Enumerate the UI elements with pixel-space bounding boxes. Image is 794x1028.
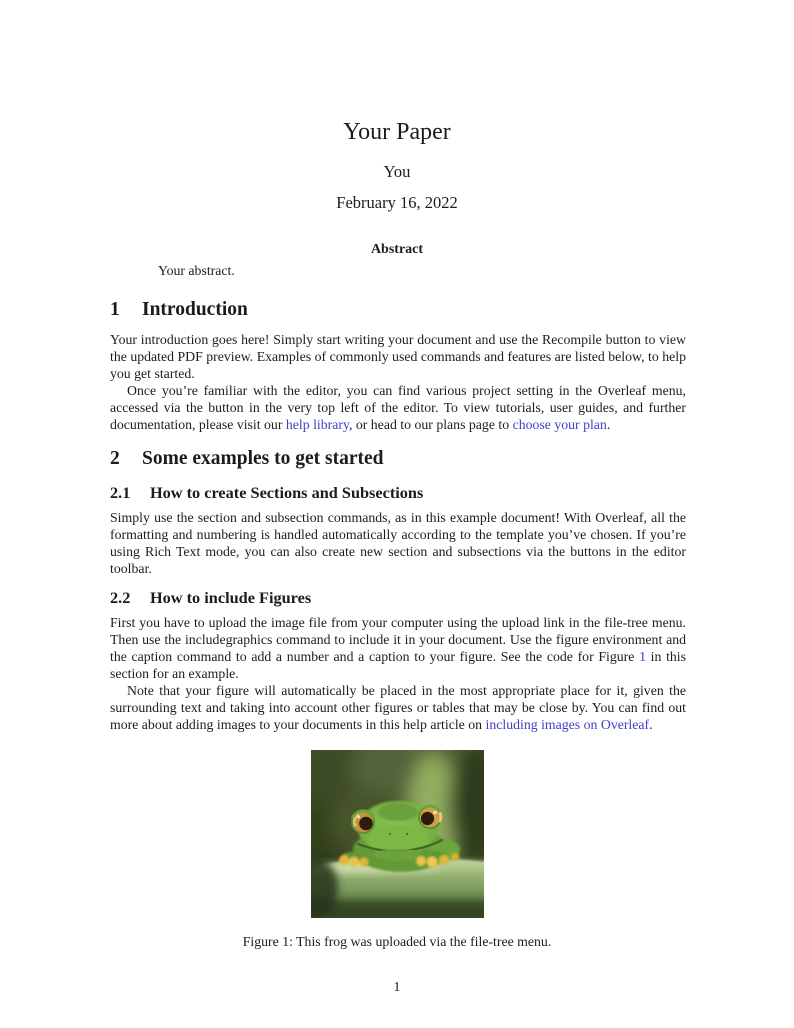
section-title: Some examples to get started xyxy=(142,448,384,469)
text-segment: First you have to upload the image file from your computer using the upload link in the file-tree menu. Then use the includegraphics command to include it in your document. Use the figure environment and the caption command to add a number and a caption to your figure. See the code for Figure xyxy=(110,615,686,664)
text-segment: . xyxy=(606,417,611,432)
hyperlink[interactable]: 1 xyxy=(639,649,646,664)
section-heading-examples xyxy=(110,449,686,469)
text-segment: , or head to our plans page to xyxy=(348,417,513,432)
abstract-heading: Abstract xyxy=(370,242,424,257)
subsection-number: 2.1 xyxy=(110,483,131,502)
section-heading-introduction xyxy=(110,300,686,320)
subsection-heading-figures xyxy=(110,590,686,606)
paper-date: February 16, 2022 xyxy=(336,193,458,212)
paragraph: Your introduction goes here! Simply start writing your document and use the Recompile button to view the updated PDF preview. Examples of commonly used commands and features are listed below, to help you get started. xyxy=(110,332,686,381)
text-segment: Once you’re familiar with the editor, you can find various project setting in the Overleaf menu, accessed via the button in the very top left of the editor. To view tutorials, user guides, and further documentation, please visit our xyxy=(110,383,686,432)
hyperlink[interactable]: choose your plan xyxy=(512,417,607,432)
paragraph: Simply use the section and subsection commands, as in this example document! With Overleaf, all the formatting and numbering is handled automatically according to the template you’ve chosen. If you’re using Rich Text mode, you can also create new section and subsections via the buttons in the editor toolbar. xyxy=(110,510,686,576)
frog-photo-image xyxy=(311,750,484,918)
frog-left-eye xyxy=(351,810,375,834)
abstract-text: Your abstract. xyxy=(158,263,235,278)
section-introduction-body xyxy=(110,331,686,433)
figure-caption: Figure 1: This frog was uploaded via the file-tree menu. xyxy=(242,934,552,949)
page-number: 1 xyxy=(393,979,401,994)
paragraph xyxy=(110,682,686,733)
subsection-title: How to create Sections and Subsections xyxy=(150,483,424,502)
frog-right-eye xyxy=(418,805,442,829)
paragraph xyxy=(110,382,686,433)
figure-1 xyxy=(0,750,794,918)
text-segment: . xyxy=(649,717,653,732)
section-number: 1 xyxy=(110,299,120,320)
paper-title: Your Paper xyxy=(343,119,451,145)
subsection-sections-body xyxy=(110,509,686,577)
text-segment: in this section for an example. xyxy=(110,649,686,681)
subsection-title: How to include Figures xyxy=(150,588,312,607)
text-segment: Note that your figure will automatically be placed in the most appropriate place for it, given the surrounding text and taking into account other figures or tables that may be close by. You can find out more about adding images to your documents in this help article on xyxy=(110,683,686,732)
subsection-figures-body xyxy=(110,614,686,733)
section-title: Introduction xyxy=(142,299,248,320)
hyperlink[interactable]: help library xyxy=(285,417,349,432)
paper-author: You xyxy=(383,162,411,181)
subsection-heading-sections xyxy=(110,485,686,501)
section-number: 2 xyxy=(110,448,120,469)
paragraph xyxy=(110,614,686,682)
subsection-number: 2.2 xyxy=(110,588,131,607)
hyperlink[interactable]: including images on Overleaf xyxy=(485,717,650,732)
